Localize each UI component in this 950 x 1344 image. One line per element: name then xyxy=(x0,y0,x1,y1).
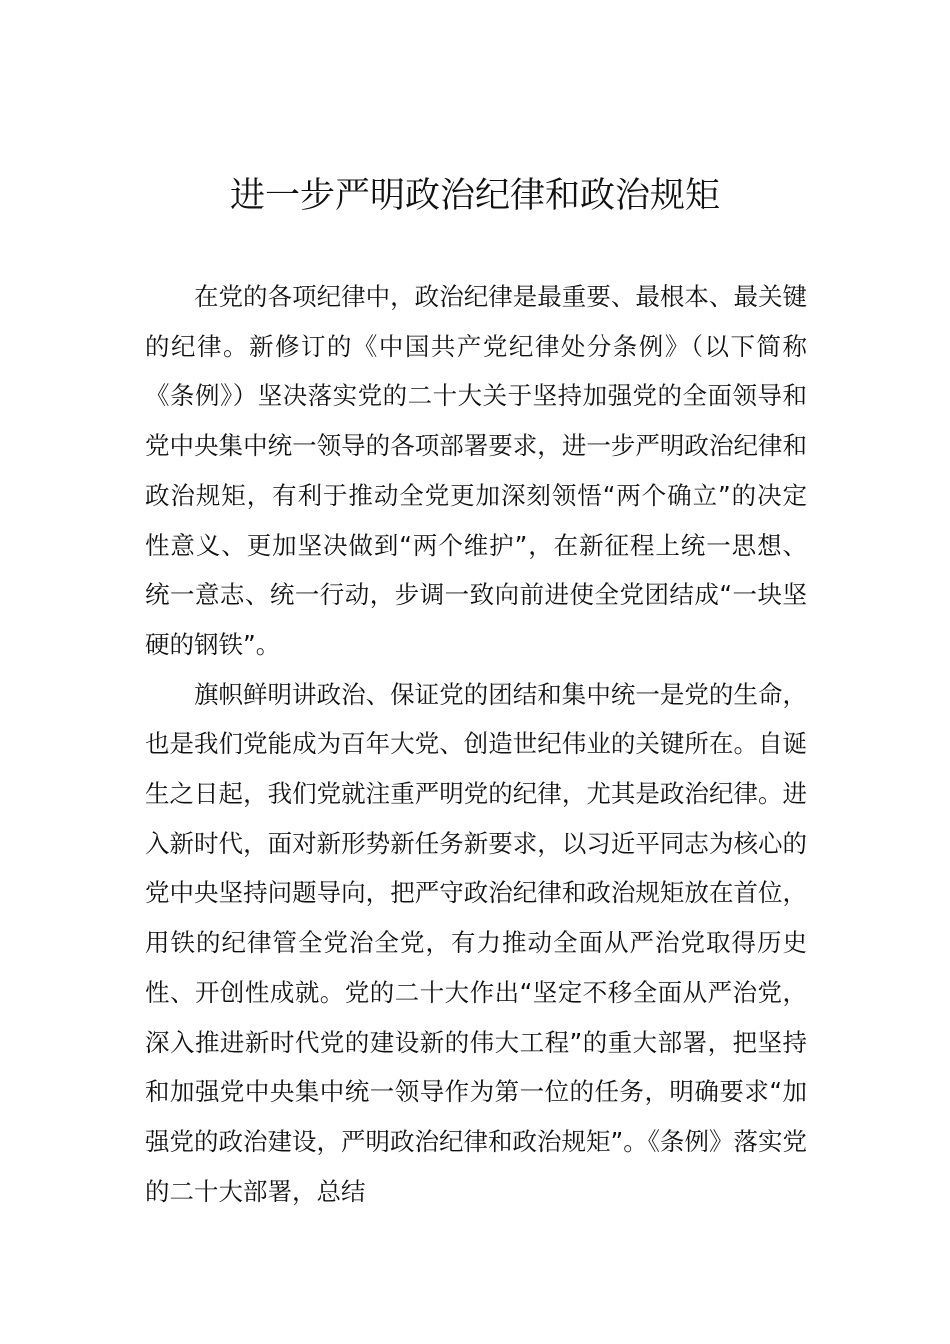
body-paragraph: 在党的各项纪律中，政治纪律是最重要、最根本、最关键的纪律。新修订的《中国共产党纪律处分条例》（以下简称《条例》）坚决落实党的二十大关于坚持加强党的全面领导和党中央集中统一领导的各项部署要求，进一步严明政治纪律和政治规矩，有利于推动全党更加深刻领悟“两个确立”的决定性意义、更加坚决做到“两个维护”，在新征程上统一思想、统一意志、统一行动，步调一致向前进使全党团结成“一块坚硬的钢铁”。 xyxy=(145,282,807,659)
document-title: 进一步严明政治纪律和政治规矩 xyxy=(229,176,720,216)
document-body xyxy=(145,272,807,1216)
body-paragraph: 旗帜鲜明讲政治、保证党的团结和集中统一是党的生命，也是我们党能成为百年大党、创造世纪伟业的关键所在。自诞生之日起，我们党就注重严明党的纪律，尤其是政治纪律。进入新时代，面对新形势新任务新要求，以习近平同志为核心的党中央坚持问题导向，把严守政治纪律和政治规矩放在首位，用铁的纪律管全党治全党，有力推动全面从严治党取得历史性、开创性成就。党的二十大作出“坚定不移全面从严治党，深入推进新时代党的建设新的伟大工程”的重大部署，把坚持和加强党中央集中统一领导作为第一位的任务，明确要求“加强党的政治建设，严明政治纪律和政治规矩”。《条例》落实党的二十大部署，总结 xyxy=(145,679,807,1206)
